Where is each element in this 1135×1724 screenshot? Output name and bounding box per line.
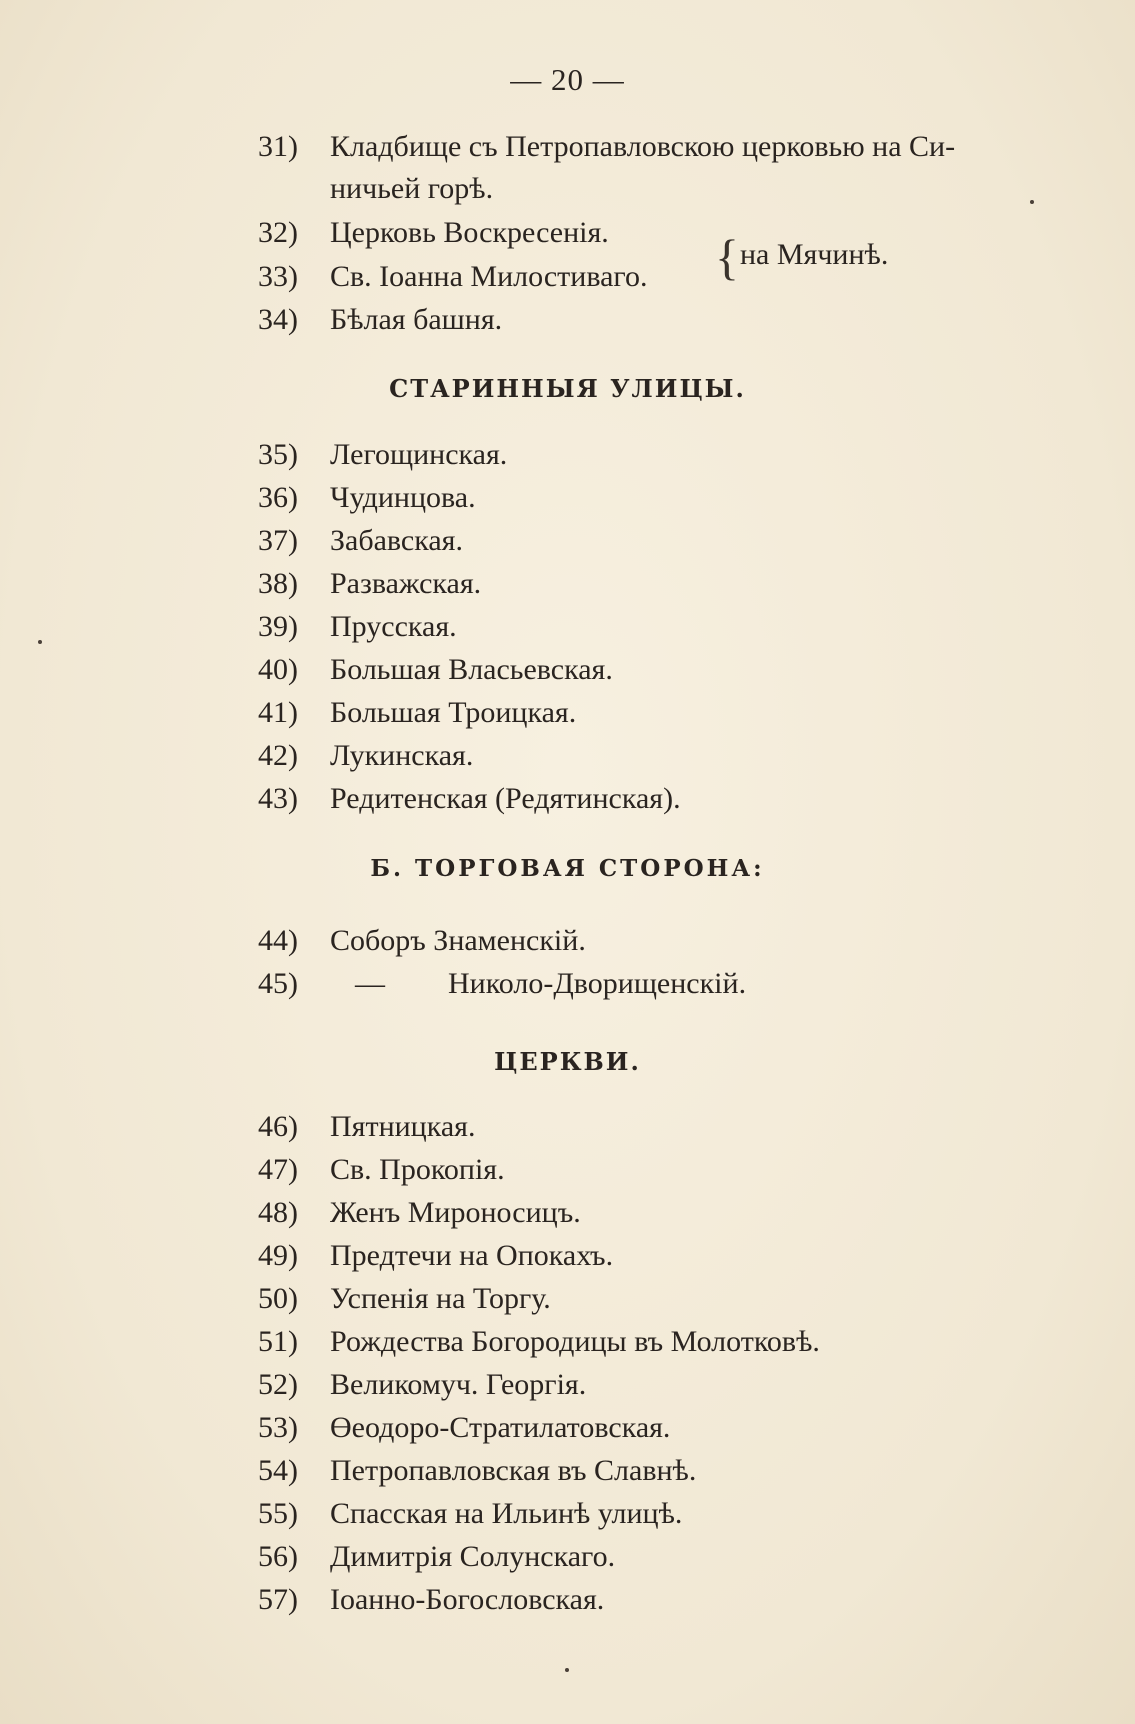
ink-speck (38, 640, 42, 644)
church-name: Великомуч. Георгія. (330, 1368, 587, 1401)
street-number: 39) (258, 610, 298, 643)
street-name: Легощинская. (330, 438, 508, 471)
ditto-dash: — (355, 967, 385, 1000)
curly-brace-icon: { (715, 229, 739, 285)
entry-text-34: Бѣлая башня. (330, 303, 503, 336)
heading-churches: ЦЕРКВИ. (494, 1047, 641, 1076)
heading-old-streets: СТАРИННЫЯ УЛИЦЫ. (389, 374, 746, 403)
entry-number-33: 33) (258, 260, 298, 293)
ink-speck (565, 1668, 569, 1672)
church-number: 52) (258, 1368, 298, 1401)
church-name: Димитрія Солунскаго. (330, 1540, 616, 1573)
entry-text-33: Св. Іоанна Милостиваго. (330, 260, 648, 293)
street-number: 38) (258, 567, 298, 600)
church-name: Пятницкая. (330, 1110, 476, 1143)
street-name: Прусская. (330, 610, 457, 643)
church-name: Предтечи на Опокахъ. (330, 1239, 614, 1272)
church-number: 53) (258, 1411, 298, 1444)
church-name: Петропавловская въ Славнѣ. (330, 1454, 697, 1487)
street-number: 41) (258, 696, 298, 729)
ink-speck (1030, 200, 1034, 204)
page-number: — 20 — (510, 62, 625, 97)
street-name: Большая Власьевская. (330, 653, 613, 686)
entry-text-31: Кладбище съ Петропавловскою церковью на Си- (330, 130, 956, 163)
entry-text-31-continuation: ничьей горѣ. (330, 172, 494, 205)
street-name: Чудинцова. (330, 481, 476, 514)
street-number: 36) (258, 481, 298, 514)
street-name: Лукинская. (330, 739, 474, 772)
church-number: 51) (258, 1325, 298, 1358)
church-name: Женъ Мироносицъ. (330, 1196, 581, 1229)
street-number: 40) (258, 653, 298, 686)
street-name: Разважская. (330, 567, 482, 600)
church-name: Іоанно-Богословская. (330, 1583, 605, 1616)
church-number: 54) (258, 1454, 298, 1487)
street-number: 35) (258, 438, 298, 471)
street-number: 42) (258, 739, 298, 772)
church-number: 57) (258, 1583, 298, 1616)
church-number: 48) (258, 1196, 298, 1229)
entry-number-32: 32) (258, 216, 298, 249)
church-name: Св. Прокопія. (330, 1153, 505, 1186)
church-number: 55) (258, 1497, 298, 1530)
church-number: 49) (258, 1239, 298, 1272)
street-number: 43) (258, 782, 298, 815)
cathedral-number: 44) (258, 924, 298, 957)
cathedral-number: 45) (258, 967, 298, 1000)
entry-number-31: 31) (258, 130, 298, 163)
church-number: 47) (258, 1153, 298, 1186)
church-name: Успенія на Торгу. (330, 1282, 551, 1315)
cathedral-name: Соборъ Знаменскій. (330, 924, 586, 957)
entry-text-32: Церковь Воскресенія. (330, 216, 609, 249)
church-number: 50) (258, 1282, 298, 1315)
church-number: 46) (258, 1110, 298, 1143)
street-number: 37) (258, 524, 298, 557)
entry-number-34: 34) (258, 303, 298, 336)
brace-note: на Мячинѣ. (740, 238, 889, 271)
church-number: 56) (258, 1540, 298, 1573)
street-name: Редитенская (Редятинская). (330, 782, 681, 815)
church-name: Спасская на Ильинѣ улицѣ. (330, 1497, 683, 1530)
street-name: Большая Троицкая. (330, 696, 577, 729)
church-name: Рождества Богородицы въ Молотковѣ. (330, 1325, 820, 1358)
street-name: Забавская. (330, 524, 463, 557)
church-name: Өеодоро-Стратилатовская. (330, 1411, 671, 1444)
heading-trade-side: Б. ТОРГОВАЯ СТОРОНА: (370, 855, 765, 882)
cathedral-name: Николо-Дворищенскій. (448, 967, 747, 1000)
